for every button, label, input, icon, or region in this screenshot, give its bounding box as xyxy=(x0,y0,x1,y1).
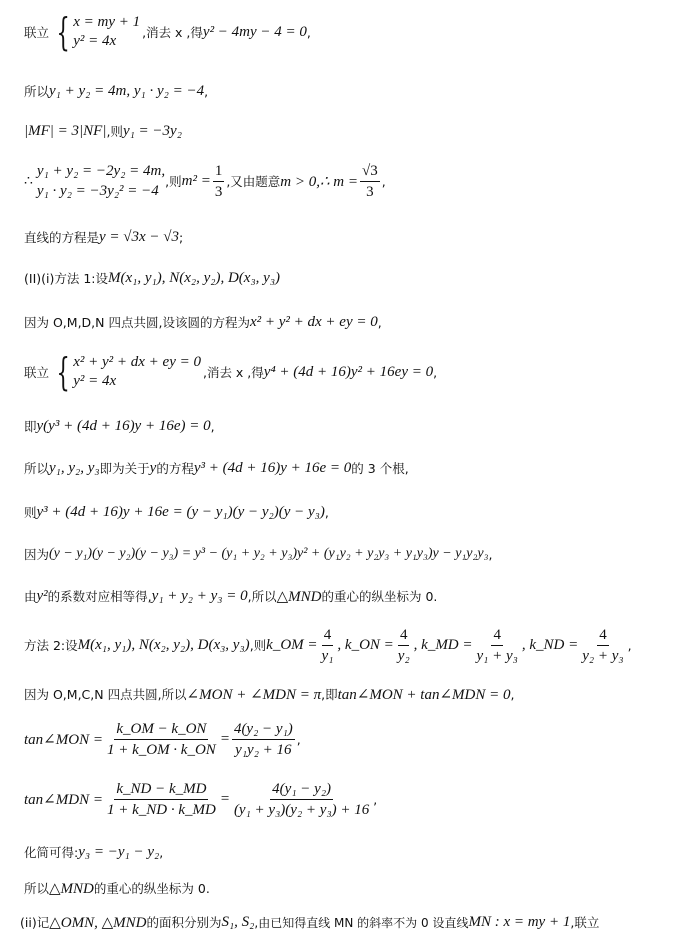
text: ,消去 x ,得 xyxy=(142,25,203,40)
fraction: $\frac{k\_OM - k\_ON}{1 + k\_OM \cdot k\_ON}$ xyxy=(106,720,216,758)
text: 的方程 xyxy=(156,461,194,476)
equation: y² − 4my − 4 = 0 xyxy=(202,23,307,40)
fraction: $\frac{4}{\text{y₂}}$ xyxy=(397,626,410,664)
equation: y² xyxy=(36,587,48,604)
fraction: $\frac{1}{3}$ xyxy=(214,162,223,200)
text: 联立 xyxy=(24,365,50,380)
text: 由 xyxy=(24,589,37,604)
line-tan-mon xyxy=(24,716,684,762)
text: ,则 xyxy=(106,124,123,139)
line-concyclic xyxy=(24,682,684,706)
text: 化简可得: xyxy=(24,845,79,860)
equation: y² = 4x xyxy=(73,373,117,389)
text: 则 xyxy=(24,505,37,520)
text: ,则 xyxy=(165,174,182,189)
line-centroid-2 xyxy=(24,876,684,900)
equation: (y − y₁)(y − y₂)(y − y₃) = y³ − (y₁ + y₂ + y₃)y² + (y₁y₂ + y₂y₃ + y₁y₃)y − y₁y₂y₃ xyxy=(49,546,489,561)
equation-system: { x = my + 1 y² = 4x xyxy=(56,10,141,54)
fraction: $\frac{\text{4(y₁ − y₂)}}{\text{(y₁ + y₃)(y₂ + y₃) + 16}}$ xyxy=(233,780,370,818)
text: , xyxy=(373,791,378,807)
text: 直线的方程是 xyxy=(24,230,100,245)
text: , xyxy=(159,844,164,860)
text: 因为 O,M,D,N 四点共圆,设该圆的方程为 xyxy=(24,315,250,330)
equation: y₁ = −3y₂ xyxy=(122,122,182,139)
equation: k_OM = xyxy=(266,636,318,653)
text: 即 xyxy=(24,419,37,434)
text: ,联立 xyxy=(570,915,600,930)
equation: △MND xyxy=(49,880,94,897)
fraction: $\frac{k\_ND - k\_MD}{1 + k\_ND \cdot k\_MD}$ xyxy=(106,780,216,818)
text: 所以 xyxy=(24,881,50,896)
text: 因为 xyxy=(24,547,50,562)
line-expansion xyxy=(24,542,684,566)
equation: , k_ON = xyxy=(337,636,394,653)
text: , xyxy=(210,418,215,434)
text: 所以 xyxy=(24,461,50,476)
line-system-1 xyxy=(24,12,684,52)
equation: tan∠MON = xyxy=(24,731,103,748)
line-factorization xyxy=(24,500,684,524)
fraction: $\frac{\text{4(y₂ − y₁)}}{\text{y₁y₂ + 16}}$ xyxy=(233,720,293,758)
text: , xyxy=(433,364,438,380)
text: (ii)记 xyxy=(20,915,50,930)
text: , xyxy=(377,314,382,330)
line-solve-m xyxy=(24,158,684,204)
equation: |MF| = 3|NF| xyxy=(24,122,107,139)
equation: y² = 4x xyxy=(73,33,117,49)
line-part-ii xyxy=(20,910,684,934)
text: ,由已知得直线 MN 的斜率不为 0 设直线 xyxy=(254,915,469,930)
equation: y = √3x − √3 xyxy=(99,228,180,245)
fraction: $\frac{4}{\text{y₂ + y₃}}$ xyxy=(582,626,624,664)
text: , xyxy=(627,637,632,653)
text: 的系数对应相等得, xyxy=(47,589,152,604)
line-method1-setup xyxy=(24,266,684,290)
equation: M(x₁, y₁), N(x₂, y₂), D(x₃, y₃) xyxy=(108,269,281,286)
fraction: $\frac{4}{\text{y₁ + y₃}}$ xyxy=(476,626,518,664)
equation: , k_ND = xyxy=(521,636,579,653)
text: , xyxy=(381,173,386,189)
text: , xyxy=(510,686,515,702)
equation: x = my + 1 xyxy=(73,14,141,30)
text: 的重心的纵坐标为 0. xyxy=(93,881,210,896)
equation: = xyxy=(219,790,230,807)
text: ,则 xyxy=(249,638,267,653)
equation-system: { x² + y² + dx + ey = 0 y² = 4x xyxy=(56,350,201,394)
line-system-2 xyxy=(24,350,684,394)
equation: △OMN, △MND xyxy=(49,914,147,931)
line-circle xyxy=(24,310,684,334)
fraction: $\frac{√3}{3}$ xyxy=(362,162,378,200)
text: ,消去 x ,得 xyxy=(202,365,264,380)
therefore-symbol: ∴ xyxy=(24,173,33,189)
line-ratio xyxy=(24,120,684,142)
equation: MN : x = my + 1 xyxy=(468,913,571,930)
line-roots xyxy=(24,456,684,480)
equation: , k_MD = xyxy=(413,636,473,653)
text: , xyxy=(324,504,329,520)
line-simplify xyxy=(24,840,684,864)
equation: S₁, S₂ xyxy=(221,913,255,930)
equation: y xyxy=(149,459,157,476)
text: , xyxy=(306,24,311,40)
equation: m > 0,∴ m = xyxy=(280,173,358,190)
equation: y₁, y₂, y₃ xyxy=(49,459,100,476)
equation: y₁ + y₂ + y₃ = 0 xyxy=(151,587,248,604)
equation: = xyxy=(219,730,230,747)
text: 联立 xyxy=(24,25,50,40)
equation: y₃ = −y₁ − y₂ xyxy=(78,843,160,860)
equation: y⁴ + (4d + 16)y² + 16ey = 0 xyxy=(263,363,434,380)
text: 的重心的纵坐标为 0. xyxy=(321,589,438,604)
text: 即为关于 xyxy=(99,461,150,476)
equation: m² = xyxy=(181,172,211,189)
line-centroid-1 xyxy=(24,584,684,608)
equation: y₁ + y₂ = −2y₂ = 4m, xyxy=(36,163,166,179)
equation: y₁ + y₂ = 4m, y₁ · y₂ = −4 xyxy=(49,82,205,99)
line-tan-mdn xyxy=(24,776,684,822)
equation: y³ + (4d + 16)y + 16e = 0 xyxy=(193,459,352,476)
equation: y(y³ + (4d + 16)y + 16e) = 0 xyxy=(36,417,211,434)
equation: x² + y² + dx + ey = 0 xyxy=(249,313,378,330)
equation: y₁ · y₂ = −3y₂² = −4 xyxy=(36,183,159,199)
line-line-equation xyxy=(24,226,684,248)
text: , xyxy=(204,83,209,99)
equation: tan∠MDN = xyxy=(24,791,103,808)
fraction: $\frac{4}{\text{y₁}}$ xyxy=(321,626,334,664)
line-factor xyxy=(24,414,684,438)
text: 因为 O,M,C,N 四点共圆,所以 xyxy=(24,687,187,702)
text: (II)(i)方法 1:设 xyxy=(24,271,108,286)
text: ,所以 xyxy=(247,589,277,604)
equation: x² + y² + dx + ey = 0 xyxy=(73,354,201,370)
equation: tan∠MON + tan∠MDN = 0 xyxy=(337,686,511,703)
equation: △MND xyxy=(276,588,322,605)
text: ,即 xyxy=(321,687,338,702)
text: 的面积分别为 xyxy=(146,915,222,930)
equation: ∠MON + ∠MDN = π xyxy=(186,686,322,703)
text: , xyxy=(488,546,493,562)
line-method2-slopes xyxy=(24,622,684,668)
text: 方法 2:设 xyxy=(24,638,78,653)
line-vieta xyxy=(24,80,684,102)
text: , xyxy=(296,731,301,747)
text: 的 3 个根, xyxy=(351,461,409,476)
equation: M(x₁, y₁), N(x₂, y₂), D(x₃, y₃) xyxy=(77,636,250,653)
text: ,又由题意 xyxy=(226,174,281,189)
text: 所以 xyxy=(24,84,50,99)
text: ; xyxy=(179,229,184,245)
equation: y³ + (4d + 16)y + 16e = (y − y₁)(y − y₂)(y − y₃) xyxy=(36,503,325,520)
